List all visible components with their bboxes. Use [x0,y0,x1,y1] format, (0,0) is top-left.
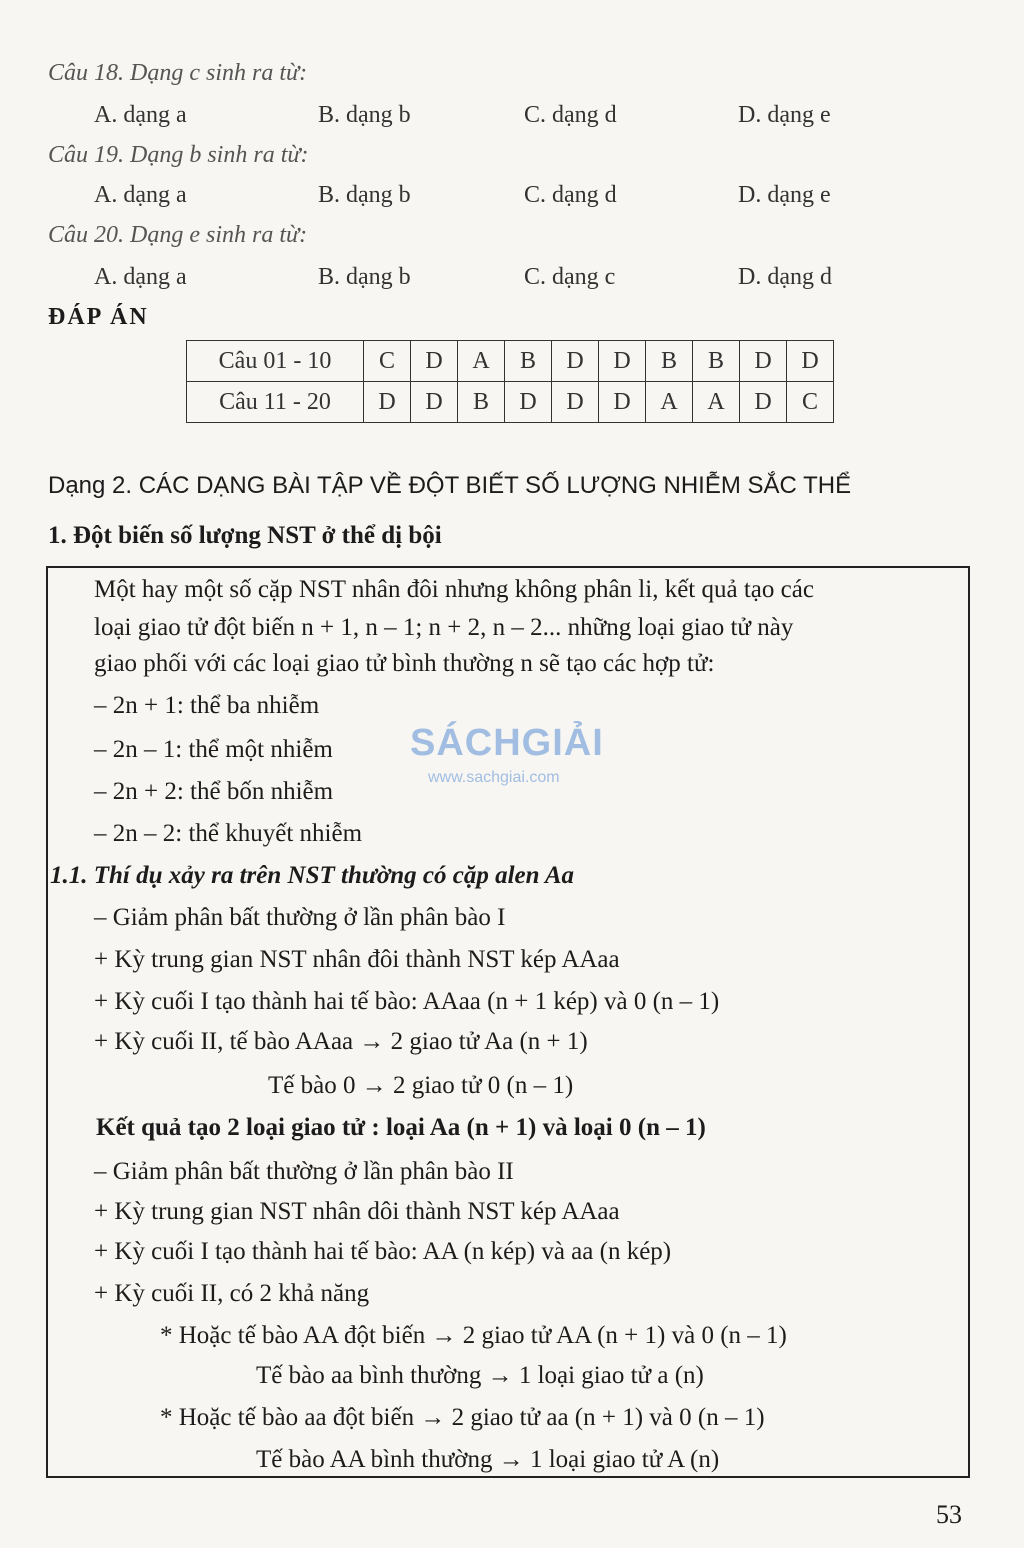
content-line: + Kỳ cuối I tạo thành hai tế bào: AA (n kép) và aa (n kép) [94,1238,672,1265]
answer-cell: B [646,341,693,382]
content-line: + Kỳ cuối II, có 2 khả năng [94,1280,370,1307]
answer-cell: D [740,341,787,382]
content-line: – Giảm phân bất thường ở lần phân bào II [94,1158,514,1185]
case-line: – 2n + 2: thể bốn nhiễm [94,778,334,805]
answer-cell: D [599,341,646,382]
page-number: 53 [936,1500,962,1529]
question-18-option-d: D. dạng e [738,102,831,128]
subsection-title: 1. Đột biến số lượng NST ở thể dị bội [48,522,442,549]
intro-line: giao phối với các loại giao tử bình thường n sẽ tạo các hợp tử: [94,650,715,677]
result-line: Kết quả tạo 2 loại giao tử : loại Aa (n + 1) và loại 0 (n – 1) [96,1114,706,1141]
question-20-stem: Câu 20. Dạng e sinh ra từ: [48,222,308,248]
case-line: – 2n – 2: thể khuyết nhiễm [94,820,363,847]
answer-cell: D [552,382,599,423]
answer-cell: D [787,341,834,382]
answer-cell: D [599,382,646,423]
answer-cell: D [364,382,411,423]
content-line: * Hoặc tế bào aa đột biến → 2 giao tử aa (n + 1) và 0 (n – 1) [160,1404,765,1431]
answer-cell: C [787,382,834,423]
answer-cell: D [411,382,458,423]
section-title: Dạng 2. CÁC DẠNG BÀI TẬP VỀ ĐỘT BIẾT SỐ LƯỢNG NHIỄM SẮC THỂ [48,472,852,499]
content-line: * Hoặc tế bào AA đột biến → 2 giao tử AA (n + 1) và 0 (n – 1) [160,1322,787,1349]
answer-key-table [186,340,834,423]
content-line: + Kỳ cuối II, tế bào AAaa → 2 giao tử Aa (n + 1) [94,1028,588,1055]
watermark-url: www.sachgiai.com [428,769,560,786]
question-19-option-d: D. dạng e [738,182,831,208]
question-19-stem: Câu 19. Dạng b sinh ra từ: [48,142,309,168]
case-line: – 2n + 1: thể ba nhiễm [94,692,320,719]
intro-line: Một hay một số cặp NST nhân đôi nhưng không phân li, kết quả tạo các [94,576,814,603]
content-line: Tế bào AA bình thường → 1 loại giao tử A (n) [256,1446,720,1473]
example-title: 1.1. Thí dụ xảy ra trên NST thường có cặp alen Aa [50,862,575,889]
intro-line: loại giao tử đột biến n + 1, n – 1; n + 2, n – 2... những loại giao tử này [94,614,794,641]
content-line: + Kỳ trung gian NST nhân dôi thành NST kép AAaa [94,1198,620,1225]
question-20-option-b: B. dạng b [318,264,411,290]
question-18-option-b: B. dạng b [318,102,411,128]
answer-cell: D [505,382,552,423]
answer-cell: A [458,341,505,382]
question-18-option-c: C. dạng d [524,102,617,128]
question-20-option-d: D. dạng d [738,264,832,290]
question-19-option-a: A. dạng a [94,182,187,208]
answer-row [187,382,834,423]
question-19-option-c: C. dạng d [524,182,617,208]
answer-cell: A [693,382,740,423]
question-18-option-a: A. dạng a [94,102,187,128]
content-line: – Giảm phân bất thường ở lần phân bào I [94,904,506,931]
question-20-option-c: C. dạng c [524,264,616,290]
answer-cell: D [552,341,599,382]
case-line: – 2n – 1: thể một nhiễm [94,736,333,763]
content-line: + Kỳ cuối I tạo thành hai tế bào: AAaa (n + 1 kép) và 0 (n – 1) [94,988,720,1015]
content-line: Tế bào aa bình thường → 1 loại giao tử a (n) [256,1362,704,1389]
answer-cell: D [411,341,458,382]
answer-row [187,341,834,382]
answer-cell: B [693,341,740,382]
answer-cell: C [364,341,411,382]
answer-cell: A [646,382,693,423]
answer-row-label: Câu 01 - 10 [187,341,364,382]
watermark-logo [410,722,620,822]
answer-cell: B [458,382,505,423]
content-line: Tế bào 0 → 2 giao tử 0 (n – 1) [268,1072,574,1099]
answer-cell: B [505,341,552,382]
answer-row-label: Câu 11 - 20 [187,382,364,423]
question-18-stem: Câu 18. Dạng c sinh ra từ: [48,60,308,86]
answer-key-title: ĐÁP ÁN [48,304,149,330]
content-line: + Kỳ trung gian NST nhân đôi thành NST kép AAaa [94,946,620,973]
question-20-option-a: A. dạng a [94,264,187,290]
question-19-option-b: B. dạng b [318,182,411,208]
watermark-text: SÁCHGIẢI [410,722,604,764]
answer-cell: D [740,382,787,423]
